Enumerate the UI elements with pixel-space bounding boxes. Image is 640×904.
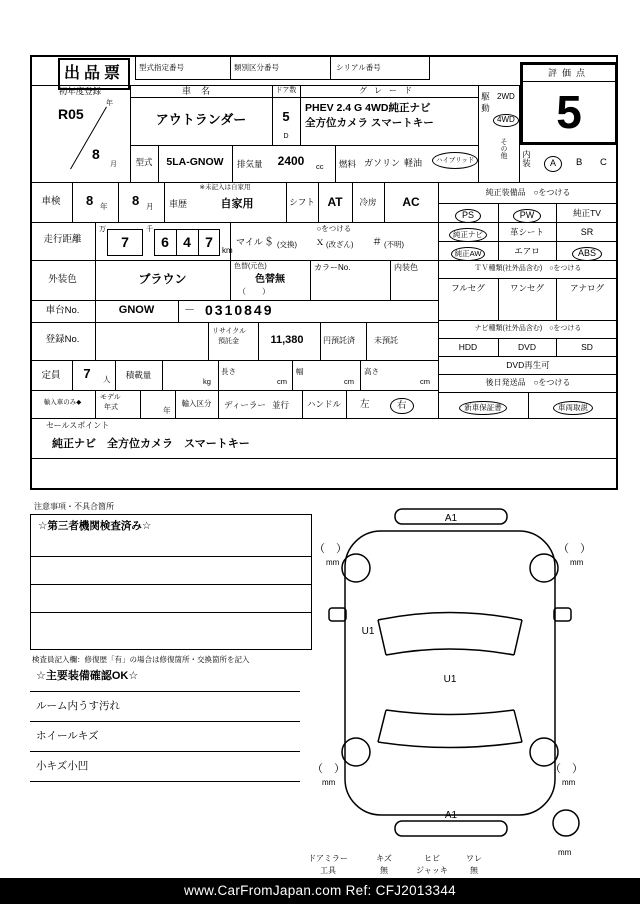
divider-line bbox=[30, 390, 438, 391]
measure-circle bbox=[553, 810, 579, 836]
divider-line bbox=[360, 360, 361, 390]
divider-line bbox=[30, 260, 618, 261]
mileage-sen-unit: 千 bbox=[146, 226, 153, 233]
notes-header: 注意事項・不具合箇所 bbox=[34, 502, 114, 511]
mile-mark2-symbol: ｘ bbox=[315, 237, 325, 248]
interior-grade-a-selected bbox=[544, 154, 562, 172]
divider-line bbox=[438, 356, 618, 357]
navi-dvd: DVD bbox=[518, 342, 536, 352]
load-unit: kg bbox=[203, 377, 211, 386]
measure-paren-tl: （ ） bbox=[314, 543, 347, 555]
divider-line bbox=[292, 360, 293, 390]
later-shipment-header: 後日発送品 ○をつける bbox=[485, 378, 571, 387]
equip-ps-cell bbox=[438, 206, 498, 223]
divider-line bbox=[320, 322, 321, 360]
tv-fullseg: フルセグ bbox=[451, 283, 485, 293]
length-unit: cm bbox=[277, 377, 287, 386]
recycle-amount: 11,380 bbox=[270, 334, 304, 346]
divider-line bbox=[30, 781, 300, 782]
equip-aw: 純正AW bbox=[451, 247, 486, 261]
right-mirror bbox=[554, 608, 571, 621]
class-section-label: 類別区分番号 bbox=[234, 63, 279, 72]
rear-right-wheel bbox=[530, 738, 558, 766]
equipment-header: 純正装備品 ○をつける bbox=[485, 188, 571, 197]
score-label: 評価点 bbox=[523, 65, 615, 82]
import-parallel: 並行 bbox=[272, 400, 290, 410]
interior-grade-b: B bbox=[576, 157, 583, 168]
divider-line bbox=[162, 360, 163, 390]
divider-line bbox=[30, 418, 618, 419]
note-item-3: ホイールキズ bbox=[36, 730, 99, 742]
rear-window-right bbox=[514, 710, 522, 742]
divider-line bbox=[438, 203, 618, 204]
shaken-month: 8 bbox=[132, 193, 140, 208]
first-registration-label: 初年度登録 bbox=[58, 86, 102, 96]
mile-mark1-symbol: ＄ bbox=[264, 237, 274, 248]
mile-mark1-label: (交換) bbox=[277, 240, 297, 249]
divider-line bbox=[366, 322, 367, 360]
score-box bbox=[520, 62, 618, 145]
handle-left: 左 bbox=[360, 399, 370, 410]
fuel-diesel: 軽油 bbox=[404, 158, 423, 168]
equip-aw-cell bbox=[438, 244, 498, 261]
windshield-left bbox=[378, 620, 386, 655]
divider-line bbox=[438, 374, 618, 375]
rear-bumper-shape bbox=[395, 821, 507, 836]
fuel-hybrid-selected bbox=[432, 150, 478, 169]
divider-line bbox=[438, 338, 618, 339]
measure-paren-br: （ ） bbox=[550, 763, 583, 775]
fuel-hybrid: ハイブリッド bbox=[432, 152, 478, 169]
car-diagram bbox=[312, 505, 618, 861]
navi-hdd: HDD bbox=[458, 342, 478, 352]
width-label: 幅 bbox=[296, 367, 304, 376]
windshield-bottom bbox=[386, 649, 514, 655]
shift-label: シフト bbox=[289, 197, 315, 207]
note-item-2: ルーム内うす汚れ bbox=[36, 700, 120, 712]
divider-line bbox=[330, 56, 331, 80]
divider-line bbox=[30, 300, 438, 301]
fuel-label: 燃料 bbox=[339, 159, 357, 169]
capacity-value: 7 bbox=[83, 366, 91, 381]
model-code: 5LA-GNOW bbox=[166, 156, 224, 168]
doors-value: 5 bbox=[282, 109, 290, 124]
legend-scratch: キズ bbox=[376, 854, 392, 863]
shaken-year: 8 bbox=[86, 193, 94, 208]
navi-type-header: ナビ種類(社外品含む) ○をつける bbox=[474, 325, 582, 332]
shaken-label: 車検 bbox=[41, 196, 61, 207]
mileage-digit-1: 6 bbox=[161, 234, 169, 250]
mileage-digit-2: 4 bbox=[183, 234, 191, 250]
divider-line bbox=[208, 322, 209, 360]
mile-mark3-label: (不明) bbox=[384, 240, 404, 249]
displacement-label: 排気量 bbox=[237, 159, 263, 169]
type-designation-label: 型式指定番号 bbox=[139, 63, 184, 72]
note-item-1: ☆主要装備確認OK☆ bbox=[36, 670, 139, 682]
tv-oneseg: ワンセグ bbox=[509, 283, 544, 293]
roof-mark: U1 bbox=[443, 674, 457, 685]
legend-none-1: 無 bbox=[380, 866, 388, 875]
repaint-value: 色替無 bbox=[255, 274, 285, 285]
divider-line bbox=[519, 85, 520, 182]
import-only-label: 輸入車のみ◆ bbox=[43, 399, 82, 406]
drive-2wd: 2WD bbox=[497, 92, 515, 101]
measure-mm-br: mm bbox=[562, 778, 576, 787]
divider-line bbox=[230, 56, 231, 80]
rear-window-bottom bbox=[378, 742, 522, 748]
tv-type-header: ＴＶ種類(社外品含む) ○をつける bbox=[474, 265, 582, 272]
shaken-year-unit: 年 bbox=[100, 202, 108, 211]
footer-bar bbox=[0, 878, 640, 904]
score-value: 5 bbox=[556, 86, 582, 138]
recycle-label-line2: 預託金 bbox=[218, 338, 239, 345]
car-name: アウトランダー bbox=[155, 112, 247, 127]
doors-code: D bbox=[283, 133, 289, 140]
front-left-wheel bbox=[342, 554, 370, 582]
height-label: 高さ bbox=[364, 367, 379, 376]
manual-cell bbox=[528, 398, 618, 415]
divider-line bbox=[95, 390, 96, 418]
year-unit: 年 bbox=[106, 100, 113, 107]
divider-line bbox=[232, 145, 233, 182]
height-unit: cm bbox=[420, 377, 430, 386]
mile-circle-note: ○をつける bbox=[316, 224, 352, 233]
divider-line bbox=[30, 360, 438, 361]
km-unit: km bbox=[222, 246, 233, 255]
handle-label: ハンドル bbox=[306, 399, 341, 409]
import-dealer: ディーラー bbox=[224, 400, 266, 410]
measure-paren-bl: （ ） bbox=[312, 763, 345, 775]
divider-line bbox=[310, 260, 311, 300]
left-mirror bbox=[329, 608, 346, 621]
windshield-top bbox=[378, 613, 522, 621]
rear-bumper-mark: A1 bbox=[444, 810, 458, 821]
car-name-label: 車名 bbox=[181, 86, 220, 96]
hood-mark: U1 bbox=[361, 626, 375, 637]
interior-grade-a: A bbox=[544, 156, 562, 172]
length-label: 長さ bbox=[221, 367, 236, 376]
mileage-label: 走行距離 bbox=[43, 234, 82, 245]
shift-value: AT bbox=[327, 195, 343, 209]
capacity-label: 定員 bbox=[41, 370, 61, 381]
equip-tv: 純正TV bbox=[573, 208, 601, 218]
mileage-man-unit: 万 bbox=[99, 226, 106, 233]
legend-crack: ヒビ bbox=[424, 854, 440, 863]
divider-line bbox=[118, 182, 119, 222]
legend-door-mirror: ドアミラー bbox=[308, 854, 348, 863]
cooling-label: 冷房 bbox=[359, 197, 377, 207]
interior-grade-c: C bbox=[600, 157, 607, 168]
tv-analog: アナログ bbox=[569, 283, 604, 293]
grade-label: グレード bbox=[359, 86, 419, 95]
import-class-label: 輸入区分 bbox=[181, 399, 212, 408]
equip-navi: 純正ナビ bbox=[449, 228, 487, 242]
notes-box bbox=[30, 514, 312, 650]
measure-mm-tr: mm bbox=[570, 558, 584, 567]
recycle-not-deposited: 未預託 bbox=[374, 336, 398, 345]
divider-line bbox=[130, 85, 131, 182]
interior-grade-label: 内装 bbox=[521, 150, 532, 167]
divider-line bbox=[31, 612, 311, 613]
chassis-prefix: GNOW bbox=[118, 304, 155, 316]
history-label: 車歴 bbox=[169, 199, 188, 209]
capacity-unit: 人 bbox=[103, 375, 111, 384]
equip-pw-cell bbox=[498, 206, 556, 223]
grade-value: PHEV 2.4 G 4WD純正ナビ 全方位カメラ スマートキー bbox=[305, 102, 434, 129]
drive-other: その他 bbox=[500, 138, 507, 159]
mileage-digit-3: 7 bbox=[205, 234, 213, 250]
vehicle-manual: 車両取説 bbox=[553, 401, 593, 415]
rear-window-left bbox=[378, 710, 386, 742]
front-bumper-mark: A1 bbox=[444, 513, 458, 524]
mile-mark3-symbol: ＃ bbox=[372, 237, 382, 248]
dvd-playable: DVD再生可 bbox=[506, 360, 550, 370]
mileage-man-digit: 7 bbox=[121, 234, 129, 250]
fuel-gasoline: ガソリン bbox=[364, 158, 401, 168]
divider-line bbox=[31, 584, 311, 585]
equip-pw: PW bbox=[513, 209, 542, 223]
model-year-label-line2: 年式 bbox=[104, 404, 118, 411]
divider-line bbox=[30, 691, 300, 692]
divider-line bbox=[335, 145, 336, 182]
legend-tools: 工具 bbox=[320, 866, 336, 875]
history-note: ※未記入は自家用 bbox=[199, 184, 251, 191]
divider-line bbox=[218, 390, 219, 418]
equip-navi-cell bbox=[438, 225, 498, 242]
rear-left-wheel bbox=[342, 738, 370, 766]
registration-no-label: 登録No. bbox=[45, 334, 80, 345]
divider-line bbox=[390, 260, 391, 300]
drive-4wd: 4WD bbox=[493, 114, 519, 127]
divider-line bbox=[140, 390, 141, 418]
equip-abs-cell bbox=[556, 244, 618, 261]
cooling-value: AC bbox=[402, 195, 420, 209]
chassis-separator: － bbox=[184, 304, 195, 316]
warranty-cell bbox=[438, 398, 528, 415]
divider-line bbox=[438, 320, 618, 321]
divider-line bbox=[130, 97, 478, 98]
equip-aero: エアロ bbox=[514, 246, 540, 256]
navi-sd: SD bbox=[581, 342, 593, 352]
model-year-unit: 年 bbox=[163, 406, 171, 415]
month-unit: 月 bbox=[110, 161, 117, 168]
divider-line bbox=[95, 322, 96, 360]
divider-line bbox=[130, 145, 478, 146]
windshield-right bbox=[514, 620, 522, 655]
equip-sr: SR bbox=[580, 227, 594, 237]
drive-4wd-selected bbox=[493, 110, 519, 127]
model-year-label-line1: モデル bbox=[100, 394, 121, 401]
page-title: 出品票 bbox=[63, 65, 124, 82]
divider-line bbox=[346, 390, 347, 418]
repaint-paren: （ ） bbox=[238, 287, 270, 296]
first-registration-year: R05 bbox=[58, 106, 84, 122]
car-body-shape bbox=[345, 531, 555, 815]
sales-point-text: 純正ナビ 全方位カメラ スマートキー bbox=[52, 438, 250, 450]
history-value: 自家用 bbox=[220, 198, 254, 210]
recycle-label-line1: リサイクル bbox=[212, 328, 247, 335]
legend-none-2: 無 bbox=[470, 866, 478, 875]
divider-line bbox=[30, 751, 300, 752]
divider-line bbox=[30, 721, 300, 722]
divider-line bbox=[218, 360, 219, 390]
first-registration-month: 8 bbox=[92, 146, 100, 162]
divider-line bbox=[178, 300, 179, 322]
equip-leather: 革シート bbox=[509, 227, 544, 237]
front-right-wheel bbox=[530, 554, 558, 582]
third-party-inspection: ☆第三者機関検査済み☆ bbox=[38, 520, 152, 532]
color-no-label: カラーNo. bbox=[314, 263, 351, 272]
equip-ps: PS bbox=[455, 209, 481, 223]
drive-label: 駆動 bbox=[480, 92, 491, 115]
chassis-no-label: 車台No. bbox=[45, 305, 80, 316]
mile-mark2-label: (改ざん) bbox=[326, 240, 354, 249]
exterior-color-label: 外装色 bbox=[48, 274, 77, 285]
sales-point-label: セールスポイント bbox=[46, 421, 110, 430]
handle-right-selected bbox=[390, 396, 414, 414]
repaint-label: 色替(元色) bbox=[234, 263, 267, 270]
legend-split: ワレ bbox=[466, 854, 482, 863]
rear-window-top bbox=[386, 710, 514, 715]
recycle-deposited: 円預託済 bbox=[323, 336, 355, 345]
divider-line bbox=[95, 222, 96, 260]
measure-paren-tr: （ ） bbox=[558, 543, 591, 555]
displacement-unit: cc bbox=[316, 162, 324, 171]
divider-line bbox=[30, 322, 438, 323]
divider-line bbox=[438, 278, 618, 279]
width-unit: cm bbox=[344, 377, 354, 386]
doors-label: ドア数 bbox=[275, 87, 297, 94]
watermark-text: www.CarFromJapan.com Ref: CFJ2013344 bbox=[184, 883, 456, 898]
interior-color-label: 内装色 bbox=[394, 263, 418, 272]
displacement-value: 2400 bbox=[277, 154, 305, 168]
note-item-4: 小キズ小凹 bbox=[36, 760, 89, 772]
divider-line bbox=[30, 85, 520, 86]
legend-jack: ジャッキ bbox=[416, 866, 448, 875]
serial-number-label: シリアル番号 bbox=[336, 63, 381, 72]
model-code-label: 型式 bbox=[135, 157, 153, 167]
equip-abs: ABS bbox=[572, 247, 602, 261]
warranty-book: 新車保証書 bbox=[459, 401, 507, 415]
mile-label: マイル bbox=[236, 237, 263, 247]
load-label: 積載量 bbox=[125, 370, 152, 380]
measure-mm-tl: mm bbox=[326, 558, 340, 567]
shaken-month-unit: 月 bbox=[146, 202, 154, 211]
divider-line bbox=[72, 182, 73, 222]
handle-right: 右 bbox=[390, 398, 414, 414]
measure-mm-bl: mm bbox=[322, 778, 336, 787]
exterior-color-value: ブラウン bbox=[138, 272, 187, 286]
inspector-note: 検査員記入欄：修復歴「有」の場合は修復箇所・交換箇所を記入 bbox=[32, 655, 250, 664]
divider-line bbox=[31, 556, 311, 557]
measure-mm-circle: mm bbox=[558, 848, 572, 857]
divider-line bbox=[30, 458, 618, 459]
chassis-number: 0310849 bbox=[205, 302, 274, 318]
